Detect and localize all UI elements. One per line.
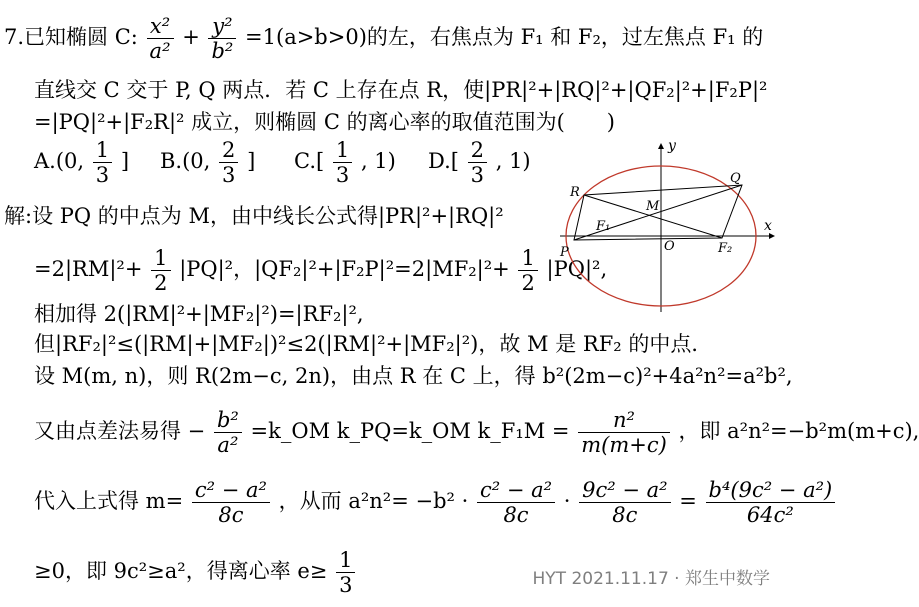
s7-f2-den: 8c	[503, 503, 529, 527]
label-P: P	[560, 245, 569, 260]
x-term-num: x²	[147, 14, 174, 39]
problem-lead: 7.已知椭圆 C:	[4, 25, 138, 49]
y-term-den: b²	[211, 39, 234, 63]
label-x: x	[764, 218, 772, 234]
label-origin: O	[664, 239, 675, 254]
choice-a-prefix: A.(0,	[34, 149, 85, 173]
problem-line-1	[4, 14, 763, 63]
s7-f4-den: 64c²	[746, 503, 794, 527]
choice-c-suffix: , 1)	[360, 149, 396, 173]
s2-frac-1	[151, 246, 170, 295]
label-R: R	[570, 185, 580, 200]
solution-line-5: 设 M(m, n)，则 R(2m−c, 2n)，由点 R 在 C 上，得 b²(2m−c)²+4a²n²=a²b²,	[34, 364, 793, 388]
s6-lead: 又由点差法易得 −	[34, 419, 206, 443]
choice-a-den: 3	[95, 163, 110, 187]
y-term-num: y²	[208, 14, 236, 39]
plus-sign: +	[182, 25, 200, 49]
s8-f-den: 3	[339, 573, 353, 597]
s7-eq: =	[679, 489, 697, 513]
s7-f1-den: 8c	[218, 503, 244, 527]
watermark: HYT 2021.11.17 · 郑生中数学	[532, 569, 770, 589]
choice-d-den: 3	[470, 163, 485, 187]
s2-frac-2	[518, 246, 537, 295]
s7-frac-3	[579, 478, 670, 527]
s8-lead: ≥0，即 9c²≥a²，得离心率 e≥	[34, 559, 328, 583]
s7-f3-num: 9c² − a²	[579, 478, 670, 503]
choice-b	[160, 138, 255, 187]
choice-d	[428, 138, 531, 187]
choice-d-num: 2	[468, 138, 487, 163]
choice-c-num: 1	[333, 138, 352, 163]
choice-c-frac	[333, 138, 352, 187]
s6-f1-num: b²	[214, 408, 242, 433]
solution-line-6	[34, 408, 919, 457]
problem-line1-tail: =1(a>b>0)的左，右焦点为 F₁ 和 F₂，过左焦点 F₁ 的	[245, 25, 764, 49]
problem-line-2: 直线交 C 交于 P, Q 两点．若 C 上存在点 R，使|PR|²+|RQ|²+|QF₂|²+|F₂P|²	[34, 78, 768, 102]
choice-a-suffix: ]	[120, 149, 130, 173]
s6-tail: ，即 a²n²=−b²m(m+c),	[678, 419, 919, 443]
s7-frac-1	[192, 478, 270, 527]
s7-f1-num: c² − a²	[192, 478, 270, 503]
s8-frac	[336, 548, 355, 597]
label-Q: Q	[730, 171, 741, 186]
s2-f2-den: 2	[521, 271, 535, 295]
choice-a	[34, 138, 129, 187]
s7-f3-den: 8c	[612, 503, 638, 527]
s7-f2-num: c² − a²	[477, 478, 555, 503]
s6-f2-den: m(m+c)	[581, 433, 667, 457]
s7-f4-num: b⁴(9c² − a²)	[706, 478, 836, 503]
s2-f2-num: 1	[518, 246, 537, 271]
choice-c	[294, 138, 396, 187]
choice-a-num: 1	[93, 138, 112, 163]
choice-b-den: 3	[222, 163, 236, 187]
choice-b-prefix: B.(0,	[160, 149, 211, 173]
s7-frac-4	[706, 478, 836, 527]
label-y: y	[668, 138, 676, 154]
s2-f1-num: 1	[151, 246, 170, 271]
choice-b-suffix: ]	[247, 149, 256, 173]
solution-line-7	[34, 478, 837, 527]
choice-a-frac	[93, 138, 112, 187]
choice-d-prefix: D.[	[428, 149, 459, 173]
choice-d-suffix: , 1)	[495, 149, 531, 173]
solution-line-4: 但|RF₂|²≤(|RM|+|MF₂|)²≤2(|RM|²+|MF₂|²)，故 M 是 RF₂ 的中点．	[34, 332, 713, 356]
problem-line-3: =|PQ|²+|F₂R|² 成立，则椭圆 C 的离心率的取值范围为( )	[34, 110, 615, 134]
ellipse-x-term	[147, 14, 174, 63]
ellipse-y-term	[208, 14, 236, 63]
x-term-den: a²	[149, 39, 171, 63]
s7-dot: ·	[563, 489, 571, 513]
choice-c-prefix: C.[	[294, 149, 325, 173]
s6-f1-den: a²	[217, 433, 239, 457]
s2-lead: =2|RM|²+	[34, 257, 143, 281]
ellipse-diagram	[552, 140, 784, 315]
s2-tail: |PQ|²,	[546, 257, 608, 281]
s7-mid: ，从而 a²n²= −b² ·	[278, 489, 469, 513]
choice-b-frac	[219, 138, 238, 187]
choice-d-frac	[468, 138, 487, 187]
s8-f-num: 1	[336, 548, 355, 573]
s6-f2-num: n²	[578, 408, 670, 433]
s6-frac-2	[578, 408, 670, 457]
s6-frac-1	[214, 408, 242, 457]
s6-mid: =k_OM k_PQ=k_OM k_F₁M =	[250, 419, 570, 443]
s2-f1-den: 2	[154, 271, 168, 295]
label-M: M	[646, 199, 660, 214]
solution-line-8	[34, 548, 357, 597]
choice-c-den: 3	[335, 163, 350, 187]
choice-b-num: 2	[219, 138, 238, 163]
label-F2: F₂	[718, 241, 733, 256]
s7-frac-2	[477, 478, 555, 527]
solution-line-1: 解:设 PQ 的中点为 M，由中线长公式得|PR|²+|RQ|²	[4, 204, 504, 228]
s2-mid: |PQ|²，|QF₂|²+|F₂P|²=2|MF₂|²+	[179, 257, 510, 281]
label-F1: F₁	[596, 219, 611, 234]
solution-line-2	[34, 246, 607, 295]
solution-line-3: 相加得 2(|RM|²+|MF₂|²)=|RF₂|²,	[34, 302, 364, 326]
s7-lead: 代入上式得 m=	[34, 489, 184, 513]
